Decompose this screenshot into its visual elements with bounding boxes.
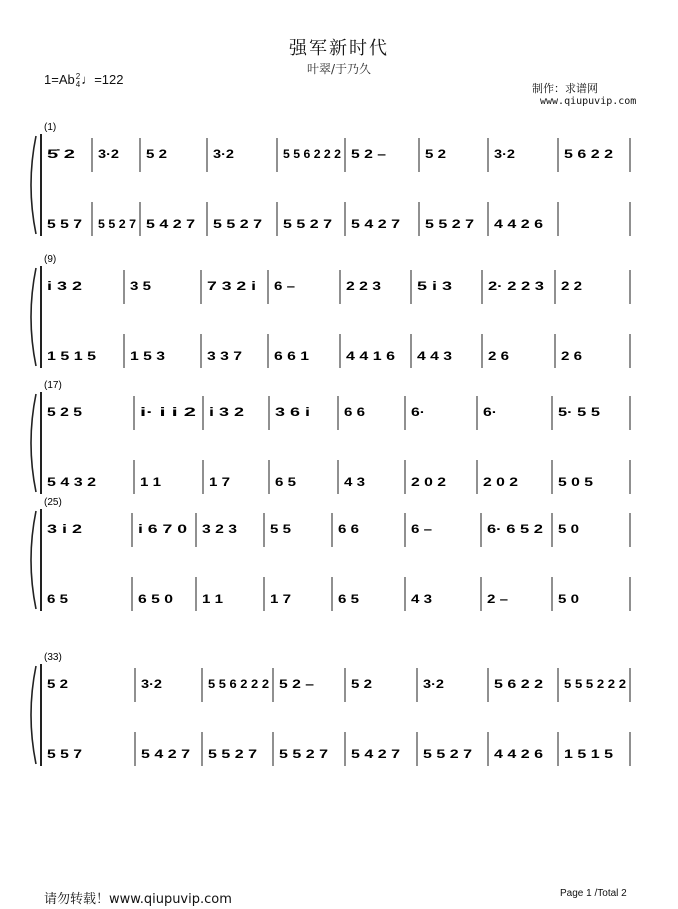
upper-notes: 3·2 [213, 147, 235, 161]
upper-notes: i 3 2 [209, 405, 245, 419]
upper-notes: 3·2 [494, 147, 516, 161]
lower-notes: 4 4 2 6 [494, 217, 544, 231]
upper-notes: 3·2 [98, 147, 120, 161]
lower-notes: 5 5 7 [47, 217, 83, 231]
lower-notes: 2 6 [488, 349, 510, 363]
website-link[interactable]: www.qiupuvip.com [540, 96, 637, 107]
time-bottom: 4 [75, 79, 81, 89]
upper-notes: 6· 6 5 2 [487, 522, 544, 536]
measure-number: (1) [44, 122, 57, 133]
upper-notes: 6· [411, 405, 425, 419]
system-brace [31, 268, 36, 366]
lower-notes: 5 4 2 7 [141, 747, 191, 761]
measure-number: (25) [44, 497, 62, 508]
system-brace [31, 511, 36, 609]
lower-notes: 5 5 2 7 [279, 747, 329, 761]
lower-notes: 2 0 2 [411, 475, 447, 489]
upper-notes: 5 6 2 2 [564, 147, 614, 161]
upper-notes: i 6 7 0 [138, 522, 188, 536]
lower-notes: 6 5 0 [138, 592, 174, 606]
system-brace [31, 136, 36, 234]
upper-notes: 6· [483, 405, 497, 419]
upper-notes: 5 6 2 2 [494, 677, 544, 691]
upper-notes: i· i i 2 [140, 405, 197, 419]
upper-notes: 6 6 [338, 522, 360, 536]
lower-notes: 5 5 2 7 [425, 217, 475, 231]
measure-number: (33) [44, 652, 62, 663]
lower-notes: 2 – [487, 592, 509, 606]
upper-notes: 5 2 [146, 147, 168, 161]
upper-notes: 3 6 i [275, 405, 310, 419]
upper-notes: 6 6 [344, 405, 366, 419]
lower-notes: 5 4 2 7 [146, 217, 196, 231]
upper-notes: 3·2 [423, 677, 445, 691]
upper-notes: 3 i 2 [47, 522, 83, 536]
upper-notes: 5 5 5 2 2 2 [564, 677, 627, 691]
measure-number: (17) [44, 380, 62, 391]
lower-notes: 6 5 [338, 592, 360, 606]
copyright-notice: 请勿转载！www.qiupuvip.com [44, 892, 232, 907]
upper-notes: 3 5 [130, 279, 152, 293]
producer-credit: 制作：求谱网 [532, 82, 598, 95]
upper-notes: 5 5 [270, 522, 292, 536]
upper-notes: 3·2 [141, 677, 163, 691]
lower-notes: 3 3 7 [207, 349, 243, 363]
upper-notes: 5 i 3 [417, 279, 453, 293]
lower-notes: 1 5 3 [130, 349, 166, 363]
lower-notes: 5 5 7 [47, 747, 83, 761]
song-authors: 叶翠/于乃久 [306, 62, 372, 76]
lower-notes: 5 5 2 7 [98, 217, 137, 231]
upper-notes: i 3 2 [47, 279, 83, 293]
lower-notes: 2 6 [561, 349, 583, 363]
lower-notes: 1 5 1 5 [564, 747, 614, 761]
upper-notes: 5 5 6 2 2 2 [208, 677, 270, 691]
upper-notes: 5 2 – [351, 147, 387, 161]
lower-notes: 1 1 [202, 592, 224, 606]
lower-notes: 4 4 1 6 [346, 349, 396, 363]
lower-notes: 4 3 [344, 475, 366, 489]
upper-notes: 5 2 [425, 147, 447, 161]
upper-notes: 3 2 3 [202, 522, 238, 536]
upper-notes: 5· 5 5 [558, 405, 601, 419]
lower-notes: 5 5 2 7 [208, 747, 258, 761]
lower-notes: 6 5 [47, 592, 69, 606]
lower-notes: 5 4 3 2 [47, 475, 97, 489]
lower-notes: 6 5 [275, 475, 297, 489]
lower-notes: 2 0 2 [483, 475, 519, 489]
upper-notes: 2· 2 2 3 [488, 279, 545, 293]
system-brace [31, 394, 36, 492]
lower-notes: 4 4 2 6 [494, 747, 544, 761]
key-label: 1=Ab [44, 72, 75, 87]
lower-notes: 5 0 [558, 592, 580, 606]
measure-number: (9) [44, 254, 57, 265]
upper-notes: 6 – [411, 522, 433, 536]
time-top: 2 [75, 71, 81, 81]
lower-notes: 1 7 [270, 592, 292, 606]
tempo-note-icon: ♩ [81, 72, 95, 87]
upper-notes: 7 3 2 i [207, 279, 256, 293]
lower-notes: 4 4 3 [417, 349, 453, 363]
lower-notes: 1 1 [140, 475, 162, 489]
upper-notes: 5 2 [47, 677, 69, 691]
lower-notes: 5 5 2 7 [213, 217, 263, 231]
upper-notes: 5 2 – [279, 677, 315, 691]
lower-notes: 5 4 2 7 [351, 747, 401, 761]
song-title: 强军新时代 [289, 38, 389, 59]
upper-notes: 6 – [274, 279, 296, 293]
lower-notes: 5 5 2 7 [283, 217, 333, 231]
lower-notes: 5 0 5 [558, 475, 594, 489]
page-number: Page 1 /Total 2 [560, 888, 627, 899]
lower-notes: 1 7 [209, 475, 231, 489]
upper-notes: 5 5 6 2 2 2 [283, 147, 342, 161]
upper-notes: 2 2 [561, 279, 583, 293]
lower-notes: 5 5 2 7 [423, 747, 473, 761]
lower-notes: 1 5 1 5 [47, 349, 97, 363]
lower-notes: 6 6 1 [274, 349, 310, 363]
upper-notes: 5 0 [558, 522, 580, 536]
tempo-value: =122 [94, 72, 124, 87]
upper-notes: 5 2 [351, 677, 373, 691]
lower-notes: 4 3 [411, 592, 433, 606]
upper-notes: 2 2 3 [346, 279, 382, 293]
system-brace [31, 666, 36, 764]
lower-notes: 5 4 2 7 [351, 217, 401, 231]
upper-notes: 5 2 5 [47, 405, 83, 419]
upper-notes: 5̇ 2 [47, 147, 76, 161]
